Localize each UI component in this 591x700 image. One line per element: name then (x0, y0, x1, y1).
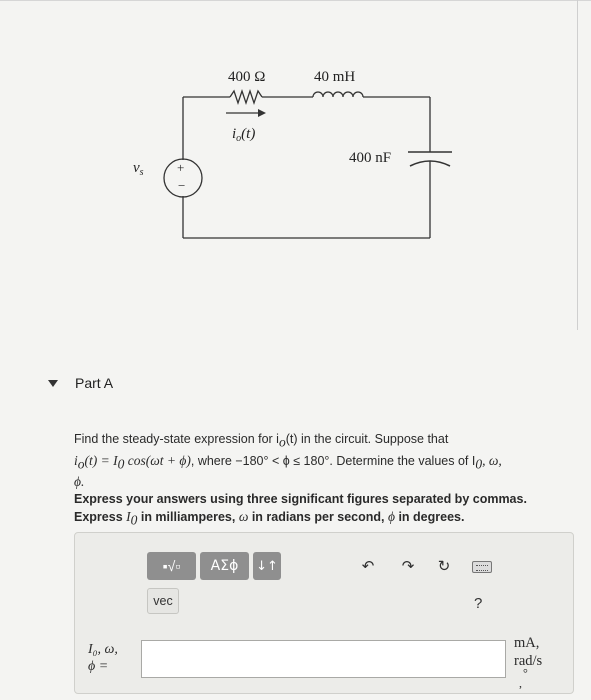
arrows-button[interactable]: ↓↑ (253, 552, 281, 580)
current-arrow-head (258, 109, 266, 117)
keyboard-icon[interactable] (472, 561, 492, 573)
resistor-label: 400 Ω (228, 69, 266, 85)
undo-icon[interactable]: ↶ (361, 557, 375, 575)
unit-line-1: mA, (514, 635, 540, 651)
instr-c: in radians per second, (248, 510, 388, 524)
instr-I-sub: 0 (130, 512, 138, 528)
problem-io: i (74, 452, 78, 468)
instr-phi: ϕ (387, 509, 395, 524)
circuit-diagram (0, 0, 591, 330)
problem-text-1-tail: (t) in the circuit. Suppose that (285, 432, 449, 446)
resistor-symbol (230, 91, 262, 103)
problem-line-2 (74, 452, 574, 474)
instr-omega: ω (238, 509, 249, 524)
problem-sub-1: o (278, 434, 286, 450)
instr-b: in milliamperes, (137, 510, 239, 524)
vec-button[interactable]: vec (147, 588, 179, 614)
templates-button[interactable]: ▪√▫ (147, 552, 196, 580)
collapse-caret-icon[interactable] (48, 380, 58, 387)
problem-where: , where −180° < ϕ ≤ 180° (190, 453, 330, 468)
answer-units (514, 634, 542, 670)
instr-a: Express (74, 510, 127, 524)
problem-cos: cos(ωt + ϕ) (124, 452, 191, 468)
source-minus-sign: − (178, 178, 186, 193)
problem-statement (74, 430, 574, 491)
problem-I-sub: 0 (117, 456, 125, 471)
part-title: Part A (75, 375, 114, 391)
unit-line-2: rad/s (514, 653, 543, 669)
answer-instructions (74, 490, 574, 530)
instr-d: in degrees. (394, 510, 465, 524)
problem-line-1 (74, 430, 574, 452)
inductor-label: 40 mH (314, 69, 356, 85)
help-button[interactable]: ? (474, 595, 483, 612)
redo-icon[interactable]: ↷ (401, 557, 415, 575)
inductor-symbol (313, 92, 363, 97)
greek-symbols-button[interactable]: ΑΣϕ (200, 552, 249, 580)
instructions-line-1: Express your answers using three significant figures separated by commas. (74, 492, 527, 506)
problem-determine: . Determine the values of I (329, 453, 476, 468)
answer-input[interactable] (141, 640, 506, 678)
reset-icon[interactable]: ↻ (437, 557, 451, 575)
problem-text-1: Find the steady-state expression for i (74, 432, 279, 446)
problem-eq: (t) = I (84, 452, 118, 468)
capacitor-label: 400 nF (349, 150, 392, 166)
unit-comma: , (519, 676, 522, 690)
problem-line-3: ϕ. (74, 474, 85, 489)
problem-end: , ω, (482, 452, 502, 468)
problem-io-sub: o (77, 456, 85, 471)
current-label: $i_o(t)$ (232, 126, 256, 144)
answer-variable-label (88, 641, 118, 675)
instr-I: I (126, 509, 131, 524)
unit-degree: ° (523, 666, 528, 680)
source-plus-sign: + (177, 160, 185, 175)
answer-label-line-1: I₀, ω, (88, 642, 118, 657)
part-a-header[interactable] (48, 375, 113, 391)
source-label: $v_s$ (133, 160, 144, 178)
problem-I0-sub: 0 (475, 456, 483, 471)
instructions-line-2 (74, 508, 574, 530)
answer-label-line-2: ϕ = (88, 659, 109, 674)
